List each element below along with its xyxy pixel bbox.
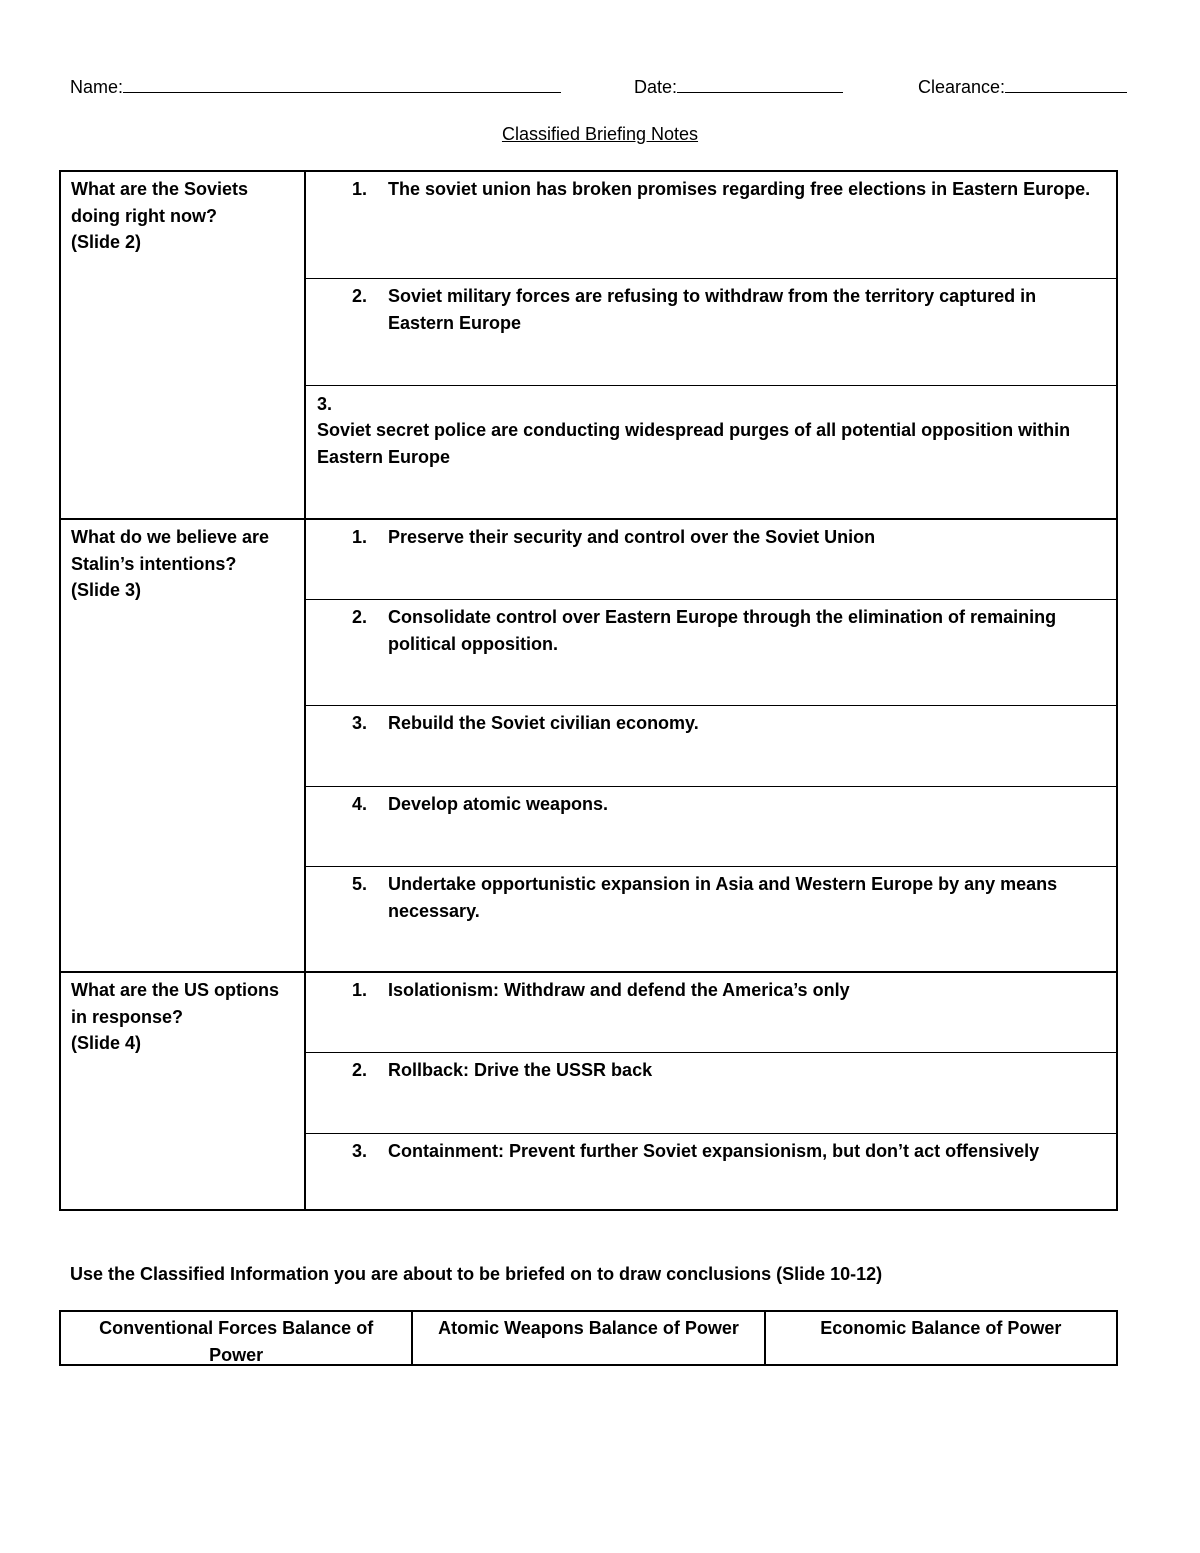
header-fields bbox=[70, 74, 1132, 100]
question-text: What do we believe are Stalin’s intentions? bbox=[71, 527, 270, 574]
section-answers bbox=[306, 520, 1116, 971]
item-number: 5. bbox=[352, 874, 368, 894]
item-text: The soviet union has broken promises regarding free elections in Eastern Europe. bbox=[388, 179, 1091, 199]
date-blank[interactable] bbox=[677, 74, 843, 93]
name-blank[interactable] bbox=[123, 74, 561, 93]
date-field[interactable] bbox=[634, 74, 843, 98]
instruction-text: Use the Classified Information you are about to be briefed on to draw conclusions (Slide 10-12) bbox=[70, 1264, 883, 1284]
item-text: Undertake opportunistic expansion in Asia and Western Europe by any means necessary. bbox=[388, 874, 1058, 921]
item-number: 3. bbox=[352, 1141, 368, 1161]
item-number: 1. bbox=[352, 179, 368, 199]
question-text: What are the Soviets doing right now? bbox=[71, 179, 249, 226]
item-text: Rebuild the Soviet civilian economy. bbox=[388, 713, 699, 733]
clearance-blank[interactable] bbox=[1005, 74, 1127, 93]
item-number: 3. bbox=[352, 713, 368, 733]
briefing-table bbox=[59, 170, 1118, 1211]
item-number: 1. bbox=[352, 980, 368, 1000]
item-text: Rollback: Drive the USSR back bbox=[388, 1060, 653, 1080]
answer-cell[interactable] bbox=[306, 973, 1116, 1053]
item-number: 2. bbox=[352, 286, 368, 306]
item-text: Soviet secret police are conducting widespread purges of all potential opposition within Eastern Europe bbox=[317, 420, 1071, 467]
slide-ref: (Slide 3) bbox=[71, 580, 142, 600]
item-text: Develop atomic weapons. bbox=[388, 794, 609, 814]
column-header-atomic: Atomic Weapons Balance of Power bbox=[411, 1312, 763, 1364]
item-text: Soviet military forces are refusing to withdraw from the territory captured in Eastern Europe bbox=[388, 286, 1037, 333]
name-field[interactable] bbox=[70, 74, 561, 98]
section-answers bbox=[306, 973, 1116, 1209]
answer-cell[interactable] bbox=[306, 600, 1116, 706]
answer-cell[interactable] bbox=[306, 706, 1116, 787]
section-question bbox=[61, 520, 306, 971]
section-question bbox=[61, 973, 306, 1209]
clearance-field[interactable] bbox=[918, 74, 1127, 98]
answer-cell[interactable] bbox=[306, 279, 1116, 386]
section-us-options bbox=[61, 971, 1116, 1209]
answer-cell[interactable] bbox=[306, 787, 1116, 867]
section-question bbox=[61, 172, 306, 518]
item-number: 3. bbox=[317, 394, 333, 414]
section-soviets-now bbox=[61, 172, 1116, 518]
answer-cell[interactable] bbox=[306, 1053, 1116, 1134]
answer-cell[interactable] bbox=[306, 1134, 1116, 1211]
column-header-conventional: Conventional Forces Balance of Power bbox=[99, 1318, 374, 1365]
item-text: Containment: Prevent further Soviet expansionism, but don’t act offensively bbox=[388, 1141, 1040, 1161]
clearance-label: Clearance: bbox=[918, 77, 1006, 97]
item-number: 2. bbox=[352, 607, 368, 627]
answer-cell[interactable] bbox=[306, 867, 1116, 973]
item-text: Preserve their security and control over the Soviet Union bbox=[388, 527, 876, 547]
item-number: 4. bbox=[352, 794, 368, 814]
date-label: Date: bbox=[634, 77, 678, 97]
answer-cell[interactable] bbox=[306, 520, 1116, 600]
question-text: What are the US options in response? bbox=[71, 980, 280, 1027]
item-number: 1. bbox=[352, 527, 368, 547]
balance-of-power-table bbox=[59, 1310, 1118, 1366]
section-stalin-intentions bbox=[61, 518, 1116, 971]
item-number: 2. bbox=[352, 1060, 368, 1080]
item-text: Consolidate control over Eastern Europe through the elimination of remaining political opposition. bbox=[388, 607, 1057, 654]
column-header-economic: Economic Balance of Power bbox=[764, 1312, 1116, 1364]
answer-cell[interactable] bbox=[306, 172, 1116, 279]
section-answers bbox=[306, 172, 1116, 518]
answer-cell[interactable] bbox=[306, 386, 1116, 518]
slide-ref: (Slide 4) bbox=[71, 1033, 142, 1053]
slide-ref: (Slide 2) bbox=[71, 232, 142, 252]
page-title: Classified Briefing Notes bbox=[501, 124, 699, 144]
name-label: Name: bbox=[70, 77, 124, 97]
item-text: Isolationism: Withdraw and defend the America’s only bbox=[388, 980, 850, 1000]
